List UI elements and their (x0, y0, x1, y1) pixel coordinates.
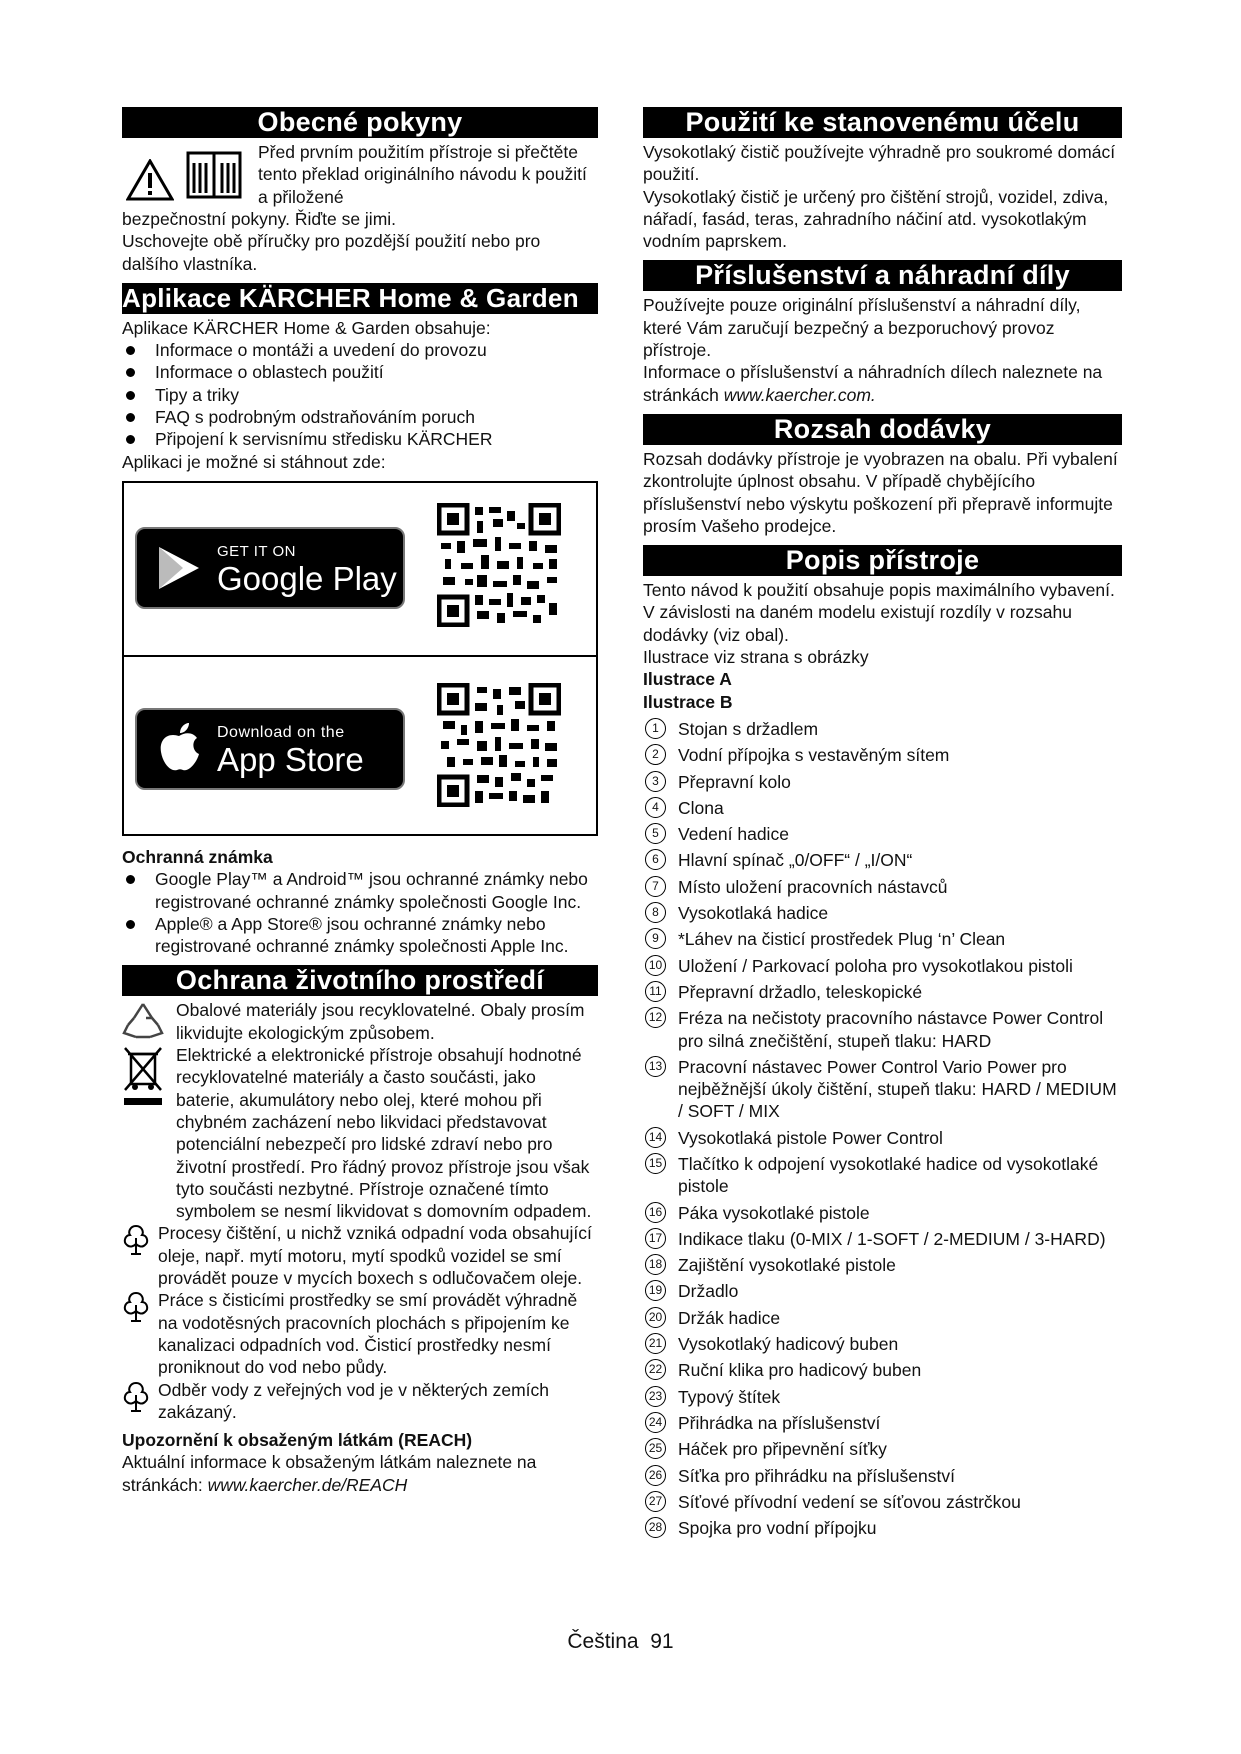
part-label: Clona (678, 797, 724, 818)
part-number-badge: 27 (645, 1491, 666, 1512)
environment-tree-icon (122, 1224, 150, 1256)
list-item: Tipy a triky (122, 384, 598, 406)
list-item (643, 1153, 1122, 1198)
list-item (643, 1465, 1122, 1487)
list-item (643, 1359, 1122, 1381)
accessories-p2 (643, 361, 1122, 406)
part-label: Držadlo (678, 1281, 739, 1302)
list-item (643, 1254, 1122, 1276)
part-number-badge: 22 (645, 1359, 666, 1380)
general-intro-text: Před prvním použitím přístroje si přečtěte tento překlad originálního návodu k použití a přiložené (258, 142, 587, 207)
part-number-badge: 7 (645, 876, 666, 897)
reach-text-body: Aktuální informace k obsaženým látkám naleznete na stránkách: (122, 1452, 537, 1495)
left-column (122, 107, 598, 1496)
intended-use-p2: Vysokotlaký čistič je určený pro čištění strojů, vozidel, zdiva, nářadí, fasád, teras, zahradního náčiní atd. vysokotlakým vodním paprskem. (643, 186, 1109, 252)
part-label: Pracovní nástavec Power Control Vario Power pro nejběžnější úkoly čištění, stupeň tlaku: HARD / MEDIUM / SOFT / MIX (678, 1056, 1117, 1122)
page-number: 91 (650, 1630, 674, 1653)
warning-icon (126, 159, 174, 201)
app-download-box (122, 481, 598, 836)
part-label: Uložení / Parkovací poloha pro vysokotlakou pistoli (678, 955, 1073, 976)
part-number-badge: 13 (645, 1056, 666, 1077)
app-store-label: App Store (217, 740, 364, 778)
list-item (643, 1280, 1122, 1302)
water-text: Odběr vody z veřejných vod je v některých zemích zakázaný. (158, 1379, 550, 1422)
list-item: Informace o montáži a uvedení do provozu (122, 339, 598, 361)
list-item (643, 1127, 1122, 1149)
intended-use-heading: Použití ke stanovenému účelu (643, 107, 1122, 138)
app-intro: Aplikace KÄRCHER Home & Garden obsahuje: (122, 317, 491, 338)
part-label: Vedení hadice (678, 824, 789, 845)
list-item (643, 1386, 1122, 1408)
part-number-badge: 11 (645, 981, 666, 1002)
environment-tree-icon (122, 1291, 150, 1323)
part-label: Ruční klika pro hadicový buben (678, 1360, 922, 1381)
google-play-badge[interactable] (135, 527, 405, 609)
part-number-badge: 9 (645, 928, 666, 949)
accessories-link[interactable]: www.kaercher.com. (723, 384, 876, 405)
list-item (643, 1007, 1122, 1052)
oil-note (122, 1222, 598, 1289)
part-label: Zajištění vysokotlaké pistole (678, 1255, 896, 1276)
part-number-badge: 4 (645, 797, 666, 818)
list-item (643, 1412, 1122, 1434)
general-intro-rest: bezpečnostní pokyny. Řiďte se jimi. (122, 209, 397, 229)
list-item (643, 849, 1122, 871)
footer-language: Čeština (567, 1630, 639, 1653)
list-item (643, 955, 1122, 977)
oil-text: Procesy čištění, u nichž vzniká odpadní voda obsahující oleje, např. mytí motoru, mytí spodků vozidel se smí provádět pouze v mycích boxech s odlučovačem oleje. (158, 1223, 592, 1289)
part-number-badge: 16 (645, 1202, 666, 1223)
trademark-heading: Ochranná známka (122, 846, 273, 867)
reach-link[interactable]: www.kaercher.de/REACH (207, 1474, 408, 1495)
list-item: Připojení k servisnímu středisku KÄRCHER (122, 428, 598, 450)
environment-heading: Ochrana životního prostředí (122, 965, 598, 996)
accessories-heading: Příslušenství a náhradní díly (643, 260, 1122, 291)
general-intro (122, 141, 598, 208)
app-download-text: Aplikaci je možné si stáhnout zde: (122, 451, 386, 472)
qr-code-app-store[interactable] (437, 683, 561, 807)
part-label: Stojan s držadlem (678, 718, 819, 739)
part-number-badge: 5 (645, 823, 666, 844)
description-text: Tento návod k použití obsahuje popis maximálního vybavení. V závislosti na daném modelu existují rozdíly v rozsahu dodávky (viz obal). (643, 580, 1115, 645)
part-label: Síťka pro přihrádku na příslušenství (678, 1465, 955, 1486)
list-item (643, 1333, 1122, 1355)
part-label: Háček pro připevnění síťky (678, 1439, 887, 1460)
part-number-badge: 19 (645, 1280, 666, 1301)
box-divider (124, 655, 596, 657)
part-label: Fréza na nečistoty pracovního nástavce Power Control pro silná znečištění, stupeň tlaku: HARD (678, 1008, 1104, 1051)
part-label: Vodní přípojka s vestavěným sítem (678, 745, 950, 766)
general-keep-text: Uschovejte obě příručky pro pozdější použití nebo pro dalšího vlastníka. (122, 231, 541, 274)
description-heading: Popis přístroje (643, 545, 1122, 576)
part-number-badge: 23 (645, 1386, 666, 1407)
qr-code-google-play[interactable] (437, 503, 561, 627)
app-store-small-label: Download on the (217, 723, 345, 741)
part-label: Páka vysokotlaké pistole (678, 1202, 870, 1223)
app-store-badge[interactable] (135, 708, 405, 790)
list-item (643, 771, 1122, 793)
list-item: Apple® a App Store® jsou ochranné známky nebo registrované ochranné známky společnosti Apple Inc. (122, 913, 598, 958)
list-item (643, 744, 1122, 766)
part-label: Typový štítek (678, 1386, 781, 1407)
weee-text: Elektrické a elektronické přístroje obsahují hodnotné recyklovatelné materiály a často součásti, jako baterie, akumulátory nebo olej, které mohou při chybném zacházení nebo likvidaci představovat potenciální nebezpečí pro lidské zdraví nebo pro životní prostředí. Pro řádný provoz přístroje jsou však tyto součásti nezbytné. Přístroje označené tímto symbolem se nesmí likvidovat s domovním odpadem. (176, 1045, 592, 1222)
list-item: Google Play™ a Android™ jsou ochranné známky nebo registrované ochranné známky společnosti Google Inc. (122, 868, 598, 913)
part-number-badge: 3 (645, 771, 666, 792)
google-play-small-label: GET IT ON (217, 542, 296, 560)
part-number-badge: 25 (645, 1438, 666, 1459)
part-label: Držák hadice (678, 1307, 781, 1328)
right-column (643, 107, 1122, 1543)
part-number-badge: 20 (645, 1307, 666, 1328)
environment-tree-icon (122, 1381, 150, 1413)
recycle-text: Obalové materiály jsou recyklovatelné. Obaly prosím likvidujte ekologickým způsobem. (176, 1000, 585, 1043)
part-number-badge: 24 (645, 1412, 666, 1433)
part-label: Spojka pro vodní přípojku (678, 1518, 877, 1539)
google-play-icon (153, 543, 203, 593)
reach-heading: Upozornění k obsaženým látkám (REACH) (122, 1430, 473, 1451)
list-item (643, 1056, 1122, 1123)
recycle-note (122, 999, 598, 1044)
intended-use-p1: Vysokotlaký čistič používejte výhradně pro soukromé domácí použití. (643, 142, 1116, 185)
part-label: Přepravní držadlo, teleskopické (678, 981, 923, 1002)
list-item (643, 876, 1122, 898)
part-number-badge: 15 (645, 1153, 666, 1174)
list-item (643, 981, 1122, 1003)
water-note (122, 1379, 598, 1424)
app-heading: Aplikace KÄRCHER Home & Garden (122, 283, 598, 314)
part-number-badge: 8 (645, 902, 666, 923)
part-label: Indikace tlaku (0-MIX / 1-SOFT / 2-MEDIUM / 3-HARD) (678, 1228, 1106, 1249)
part-number-badge: 17 (645, 1228, 666, 1249)
part-label: Hlavní spínač „0/OFF“ / „I/ON“ (678, 850, 913, 871)
manual-book-icon (184, 149, 244, 201)
list-item (643, 1438, 1122, 1460)
apple-icon (157, 722, 201, 774)
list-item (643, 1202, 1122, 1224)
list-item (643, 902, 1122, 924)
cleaning-text: Práce s čisticími prostředky se smí provádět výhradně na vodotěsných pracovních plochách s připojením ke kanalizaci odpadních vod. Čisticí prostředky nesmí proniknout do vod nebo půdy. (158, 1290, 578, 1378)
scope-heading: Rozsah dodávky (643, 414, 1122, 445)
scope-text: Rozsah dodávky přístroje je vyobrazen na obalu. Při vybalení zkontrolujte úplnost obsahu. V případě chybějícího příslušenství nebo výskytu poškození při přepravě informujte prosím Vašeho prodejce. (643, 448, 1118, 536)
general-heading: Obecné pokyny (122, 107, 598, 138)
part-number-badge: 10 (645, 955, 666, 976)
cleaning-agent-note (122, 1289, 598, 1378)
part-label: Tlačítko k odpojení vysokotlaké hadice od vysokotlaké pistole (678, 1153, 1099, 1197)
illustration-b: Ilustrace B (643, 691, 733, 712)
illustration-a: Ilustrace A (643, 669, 732, 690)
part-label: *Láhev na čisticí prostředek Plug ‘n’ Clean (678, 929, 1006, 950)
part-number-badge: 26 (645, 1465, 666, 1486)
part-number-badge: 21 (645, 1333, 666, 1354)
part-number-badge: 2 (645, 744, 666, 765)
crossed-bin-icon (122, 1046, 164, 1108)
parts-list (643, 718, 1122, 1540)
list-item (643, 1307, 1122, 1329)
part-label: Vysokotlaká hadice (678, 903, 829, 924)
weee-note (122, 1044, 598, 1222)
list-item (643, 1491, 1122, 1513)
page-footer (0, 1630, 1241, 1654)
part-label: Místo uložení pracovních nástavců (678, 876, 948, 897)
list-item (643, 1517, 1122, 1539)
part-label: Přepravní kolo (678, 771, 791, 792)
part-number-badge: 18 (645, 1254, 666, 1275)
part-label: Vysokotlaký hadicový buben (678, 1334, 899, 1355)
list-item (643, 823, 1122, 845)
list-item (643, 928, 1122, 950)
accessories-p2-body: Informace o příslušenství a náhradních dílech naleznete na stránkách (643, 362, 1103, 405)
part-label: Vysokotlaká pistole Power Control (678, 1127, 943, 1148)
list-item (643, 797, 1122, 819)
part-number-badge: 12 (645, 1007, 666, 1028)
accessories-p1: Používejte pouze originální příslušenství a náhradní díly, které Vám zaručují bezpečný a bezporuchový provoz přístroje. (643, 295, 1081, 361)
illustration-ref: Ilustrace viz strana s obrázky (643, 647, 869, 668)
google-play-label: Google Play (217, 559, 397, 597)
part-number-badge: 1 (645, 718, 666, 739)
recycle-icon (122, 1001, 164, 1041)
reach-text (122, 1451, 598, 1496)
part-number-badge: 28 (645, 1517, 666, 1538)
part-label: Přihrádka na příslušenství (678, 1412, 881, 1433)
list-item: Informace o oblastech použití (122, 361, 598, 383)
list-item (643, 718, 1122, 740)
list-item (643, 1228, 1122, 1250)
part-label: Síťové přívodní vedení se síťovou zástrčkou (678, 1491, 1021, 1512)
list-item: FAQ s podrobným odstraňováním poruch (122, 406, 598, 428)
part-number-badge: 6 (645, 849, 666, 870)
part-number-badge: 14 (645, 1127, 666, 1148)
